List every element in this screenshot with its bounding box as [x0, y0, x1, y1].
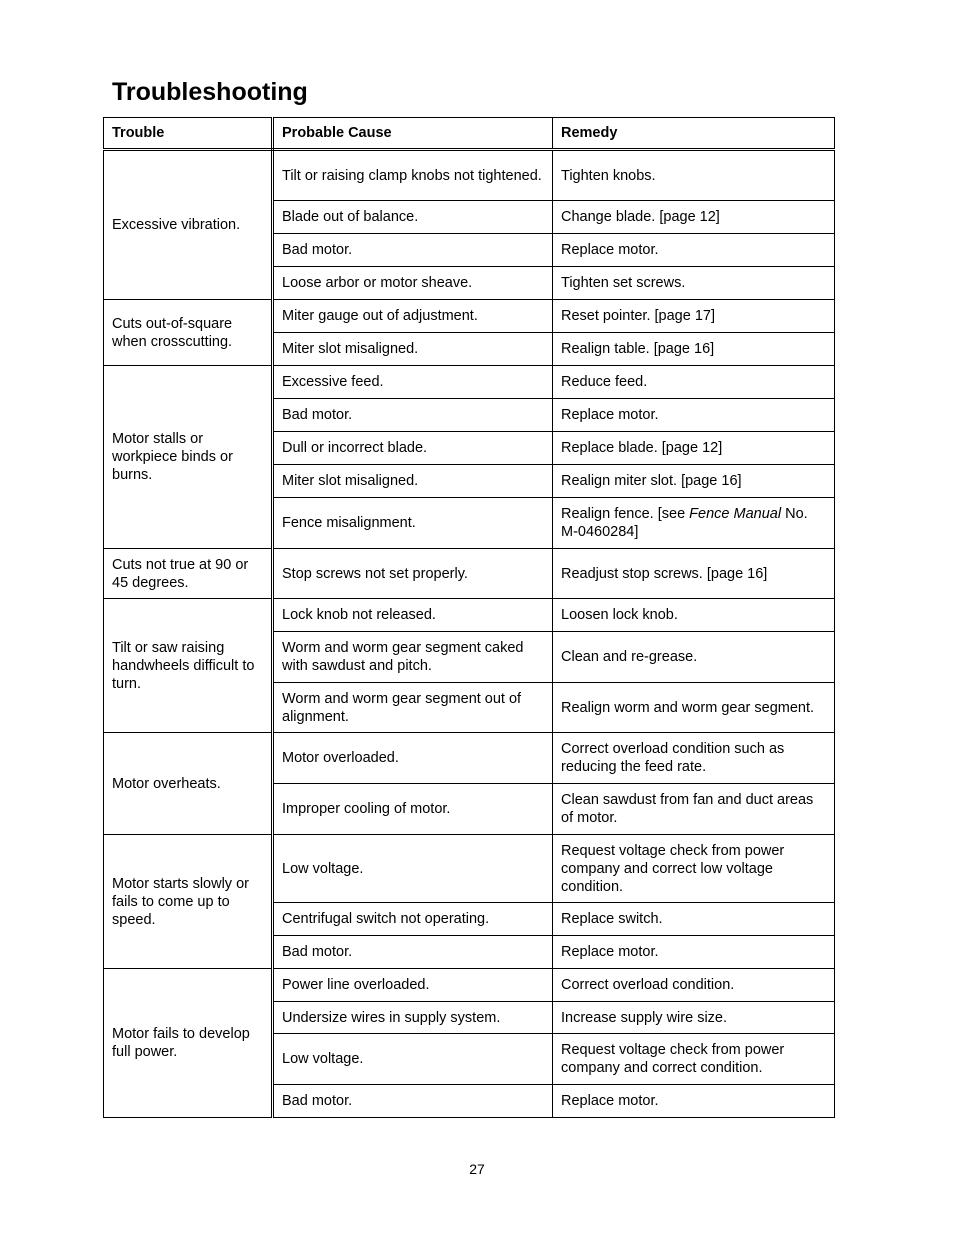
remedy-cell: Realign miter slot. [page 16] — [553, 465, 835, 498]
cause-cell: Low voltage. — [273, 835, 553, 903]
cause-cell: Undersize wires in supply system. — [273, 1002, 553, 1034]
remedy-cell: Tighten set screws. — [553, 267, 835, 300]
remedy-cell — [553, 498, 835, 549]
cause-cell: Miter slot misaligned. — [273, 465, 553, 498]
cause-cell: Fence misalignment. — [273, 498, 553, 549]
remedy-cell: Correct overload condition such as reducing the feed rate. — [553, 733, 835, 784]
remedy-text: No. M-0460284] — [561, 506, 808, 540]
table-row — [104, 835, 835, 903]
table-row — [104, 300, 835, 333]
cause-cell: Lock knob not released. — [273, 599, 553, 632]
remedy-cell: Readjust stop screws. [page 16] — [553, 549, 835, 599]
remedy-text: Realign fence. [see — [561, 506, 690, 522]
table-row — [104, 969, 835, 1002]
table-row — [104, 599, 835, 632]
remedy-cell: Change blade. [page 12] — [553, 201, 835, 234]
remedy-cell: Replace blade. [page 12] — [553, 432, 835, 465]
cause-cell: Bad motor. — [273, 936, 553, 969]
remedy-cell: Clean sawdust from fan and duct areas of motor. — [553, 784, 835, 835]
remedy-cell: Replace motor. — [553, 234, 835, 267]
trouble-cell: Motor overheats. — [104, 733, 273, 835]
cause-cell: Improper cooling of motor. — [273, 784, 553, 835]
page-title: Troubleshooting — [112, 78, 308, 106]
cause-cell: Centrifugal switch not operating. — [273, 903, 553, 936]
trouble-cell: Motor starts slowly or fails to come up to speed. — [104, 835, 273, 969]
remedy-cell: Realign worm and worm gear segment. — [553, 683, 835, 733]
table-body — [104, 150, 835, 1118]
cause-cell: Bad motor. — [273, 1085, 553, 1118]
cause-cell: Worm and worm gear segment caked with sawdust and pitch. — [273, 632, 553, 683]
remedy-cell: Replace motor. — [553, 936, 835, 969]
remedy-cell: Realign table. [page 16] — [553, 333, 835, 366]
cause-cell: Miter gauge out of adjustment. — [273, 300, 553, 333]
remedy-cell: Request voltage check from power company and correct condition. — [553, 1034, 835, 1085]
remedy-cell: Correct overload condition. — [553, 969, 835, 1002]
cause-cell: Low voltage. — [273, 1034, 553, 1085]
remedy-cell: Replace motor. — [553, 1085, 835, 1118]
remedy-cell: Reset pointer. [page 17] — [553, 300, 835, 333]
cause-cell: Motor overloaded. — [273, 733, 553, 784]
trouble-cell: Tilt or saw raising handwheels difficult to turn. — [104, 599, 273, 733]
cause-cell: Loose arbor or motor sheave. — [273, 267, 553, 300]
table-row — [104, 733, 835, 784]
troubleshooting-table — [103, 117, 835, 1118]
remedy-cell: Replace switch. — [553, 903, 835, 936]
trouble-cell: Excessive vibration. — [104, 150, 273, 300]
trouble-cell: Cuts out-of-square when crosscutting. — [104, 300, 273, 366]
remedy-cell: Request voltage check from power company and correct low voltage condition. — [553, 835, 835, 903]
cause-cell: Blade out of balance. — [273, 201, 553, 234]
remedy-cell: Tighten knobs. — [553, 150, 835, 201]
remedy-cell: Increase supply wire size. — [553, 1002, 835, 1034]
manual-title: Fence Manual — [689, 506, 782, 522]
table-row — [104, 150, 835, 201]
trouble-cell: Cuts not true at 90 or 45 degrees. — [104, 549, 273, 599]
header-trouble: Trouble — [104, 118, 273, 150]
table-row — [104, 549, 835, 599]
remedy-cell: Loosen lock knob. — [553, 599, 835, 632]
remedy-cell: Reduce feed. — [553, 366, 835, 399]
cause-cell: Dull or incorrect blade. — [273, 432, 553, 465]
page-number: 27 — [469, 1161, 485, 1177]
cause-cell: Tilt or raising clamp knobs not tightened. — [273, 150, 553, 201]
table-header-row — [104, 118, 835, 150]
trouble-cell: Motor fails to develop full power. — [104, 969, 273, 1118]
remedy-cell: Clean and re-grease. — [553, 632, 835, 683]
cause-cell: Miter slot misaligned. — [273, 333, 553, 366]
header-probable-cause: Probable Cause — [273, 118, 553, 150]
cause-cell: Power line overloaded. — [273, 969, 553, 1002]
remedy-cell: Replace motor. — [553, 399, 835, 432]
header-remedy: Remedy — [553, 118, 835, 150]
cause-cell: Worm and worm gear segment out of alignment. — [273, 683, 553, 733]
cause-cell: Bad motor. — [273, 399, 553, 432]
cause-cell: Excessive feed. — [273, 366, 553, 399]
cause-cell: Bad motor. — [273, 234, 553, 267]
table-row — [104, 366, 835, 399]
trouble-cell: Motor stalls or workpiece binds or burns. — [104, 366, 273, 549]
cause-cell: Stop screws not set properly. — [273, 549, 553, 599]
